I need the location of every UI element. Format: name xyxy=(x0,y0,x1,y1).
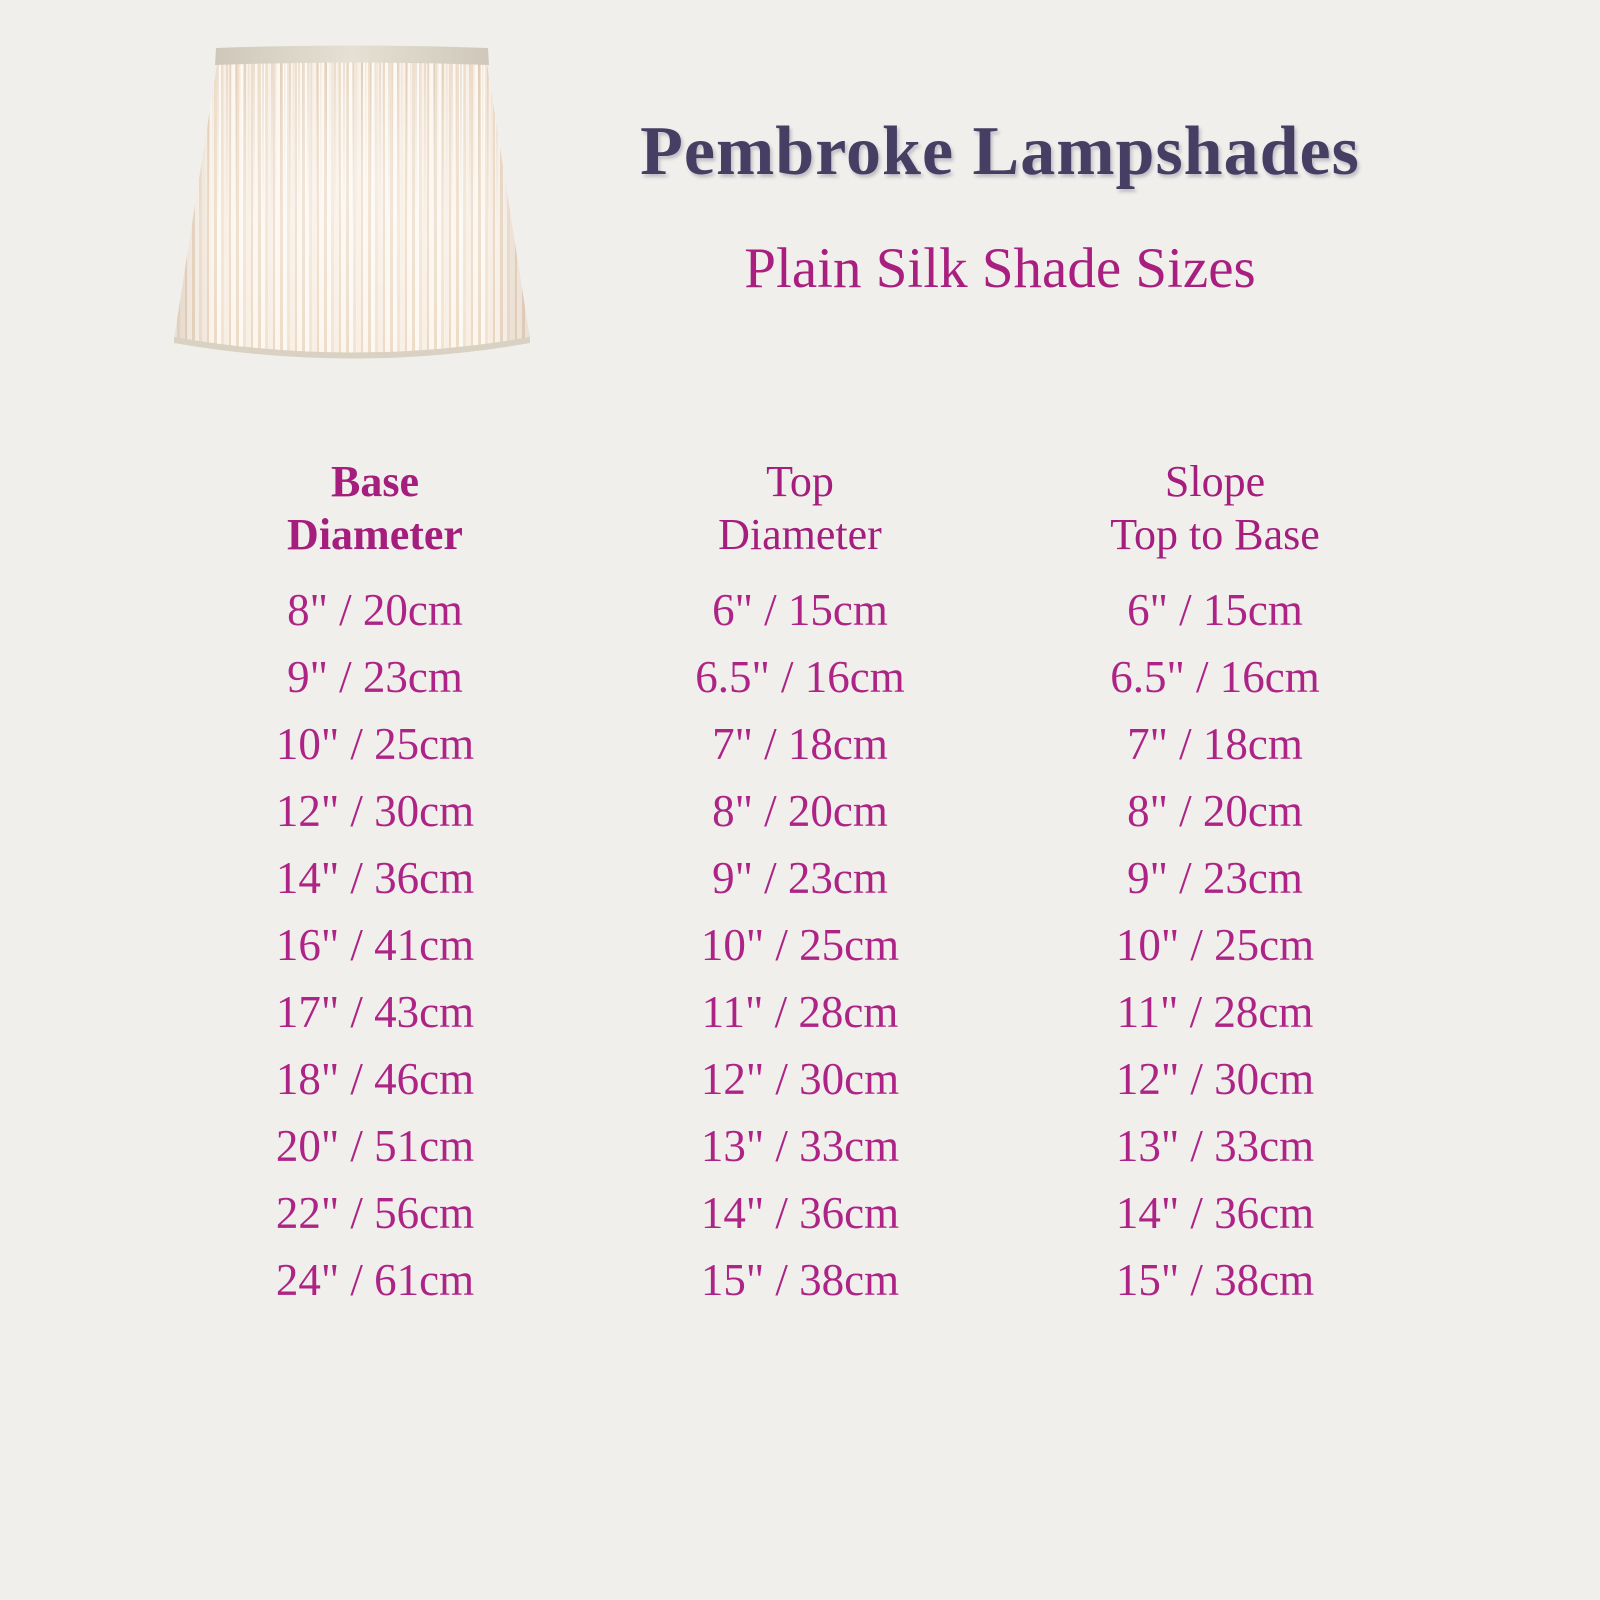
size-cell: 14" / 36cm xyxy=(700,1188,900,1238)
column-header-base-diameter xyxy=(165,455,585,561)
size-cell: 9" / 23cm xyxy=(287,652,463,702)
size-cell: 8" / 20cm xyxy=(1127,786,1303,836)
lampshade-image xyxy=(170,42,534,368)
size-cell: 12" / 30cm xyxy=(1115,1054,1315,1104)
size-cell: 20" / 51cm xyxy=(275,1121,475,1171)
size-cell: 10" / 25cm xyxy=(700,920,900,970)
header-line: Diameter xyxy=(718,510,882,559)
size-cell: 15" / 38cm xyxy=(1115,1255,1315,1305)
size-cell: 9" / 23cm xyxy=(712,853,888,903)
header-line: Top xyxy=(766,457,834,506)
size-cell: 22" / 56cm xyxy=(275,1188,475,1238)
size-cell: 13" / 33cm xyxy=(1115,1121,1315,1171)
column-rows-slope xyxy=(1005,577,1425,1314)
header-line: Diameter xyxy=(287,510,463,559)
size-cell: 11" / 28cm xyxy=(1116,987,1314,1037)
size-cell: 14" / 36cm xyxy=(1115,1188,1315,1238)
page-title: Pembroke Lampshades xyxy=(640,113,1360,190)
size-cell: 6.5" / 16cm xyxy=(1110,652,1320,702)
column-top-diameter xyxy=(590,455,1010,1314)
size-cell: 11" / 28cm xyxy=(701,987,899,1037)
size-cell: 10" / 25cm xyxy=(275,719,475,769)
size-cell: 12" / 30cm xyxy=(700,1054,900,1104)
column-header-slope xyxy=(1005,455,1425,561)
header-line: Top to Base xyxy=(1110,510,1320,559)
size-cell: 24" / 61cm xyxy=(275,1255,475,1305)
column-base-diameter xyxy=(165,455,585,1314)
size-cell: 7" / 18cm xyxy=(1127,719,1303,769)
size-cell: 16" / 41cm xyxy=(275,920,475,970)
size-cell: 6" / 15cm xyxy=(712,585,888,635)
size-cell: 10" / 25cm xyxy=(1115,920,1315,970)
size-cell: 15" / 38cm xyxy=(700,1255,900,1305)
header-line: Base xyxy=(331,457,419,506)
size-cell: 18" / 46cm xyxy=(275,1054,475,1104)
size-cell: 8" / 20cm xyxy=(287,585,463,635)
size-cell: 6.5" / 16cm xyxy=(695,652,905,702)
column-slope-top-to-base xyxy=(1005,455,1425,1314)
size-cell: 9" / 23cm xyxy=(1127,853,1303,903)
size-cell: 6" / 15cm xyxy=(1127,585,1303,635)
size-cell: 13" / 33cm xyxy=(700,1121,900,1171)
size-cell: 14" / 36cm xyxy=(275,853,475,903)
size-cell: 17" / 43cm xyxy=(275,987,475,1037)
size-cell: 12" / 30cm xyxy=(275,786,475,836)
lampshade-drawing xyxy=(170,42,534,368)
column-header-top-diameter xyxy=(590,455,1010,561)
header-line: Slope xyxy=(1164,457,1266,506)
size-cell: 7" / 18cm xyxy=(712,719,888,769)
page-subtitle: Plain Silk Shade Sizes xyxy=(744,237,1256,300)
column-rows-base-diameter xyxy=(165,577,585,1314)
size-cell: 8" / 20cm xyxy=(712,786,888,836)
column-rows-top-diameter xyxy=(590,577,1010,1314)
